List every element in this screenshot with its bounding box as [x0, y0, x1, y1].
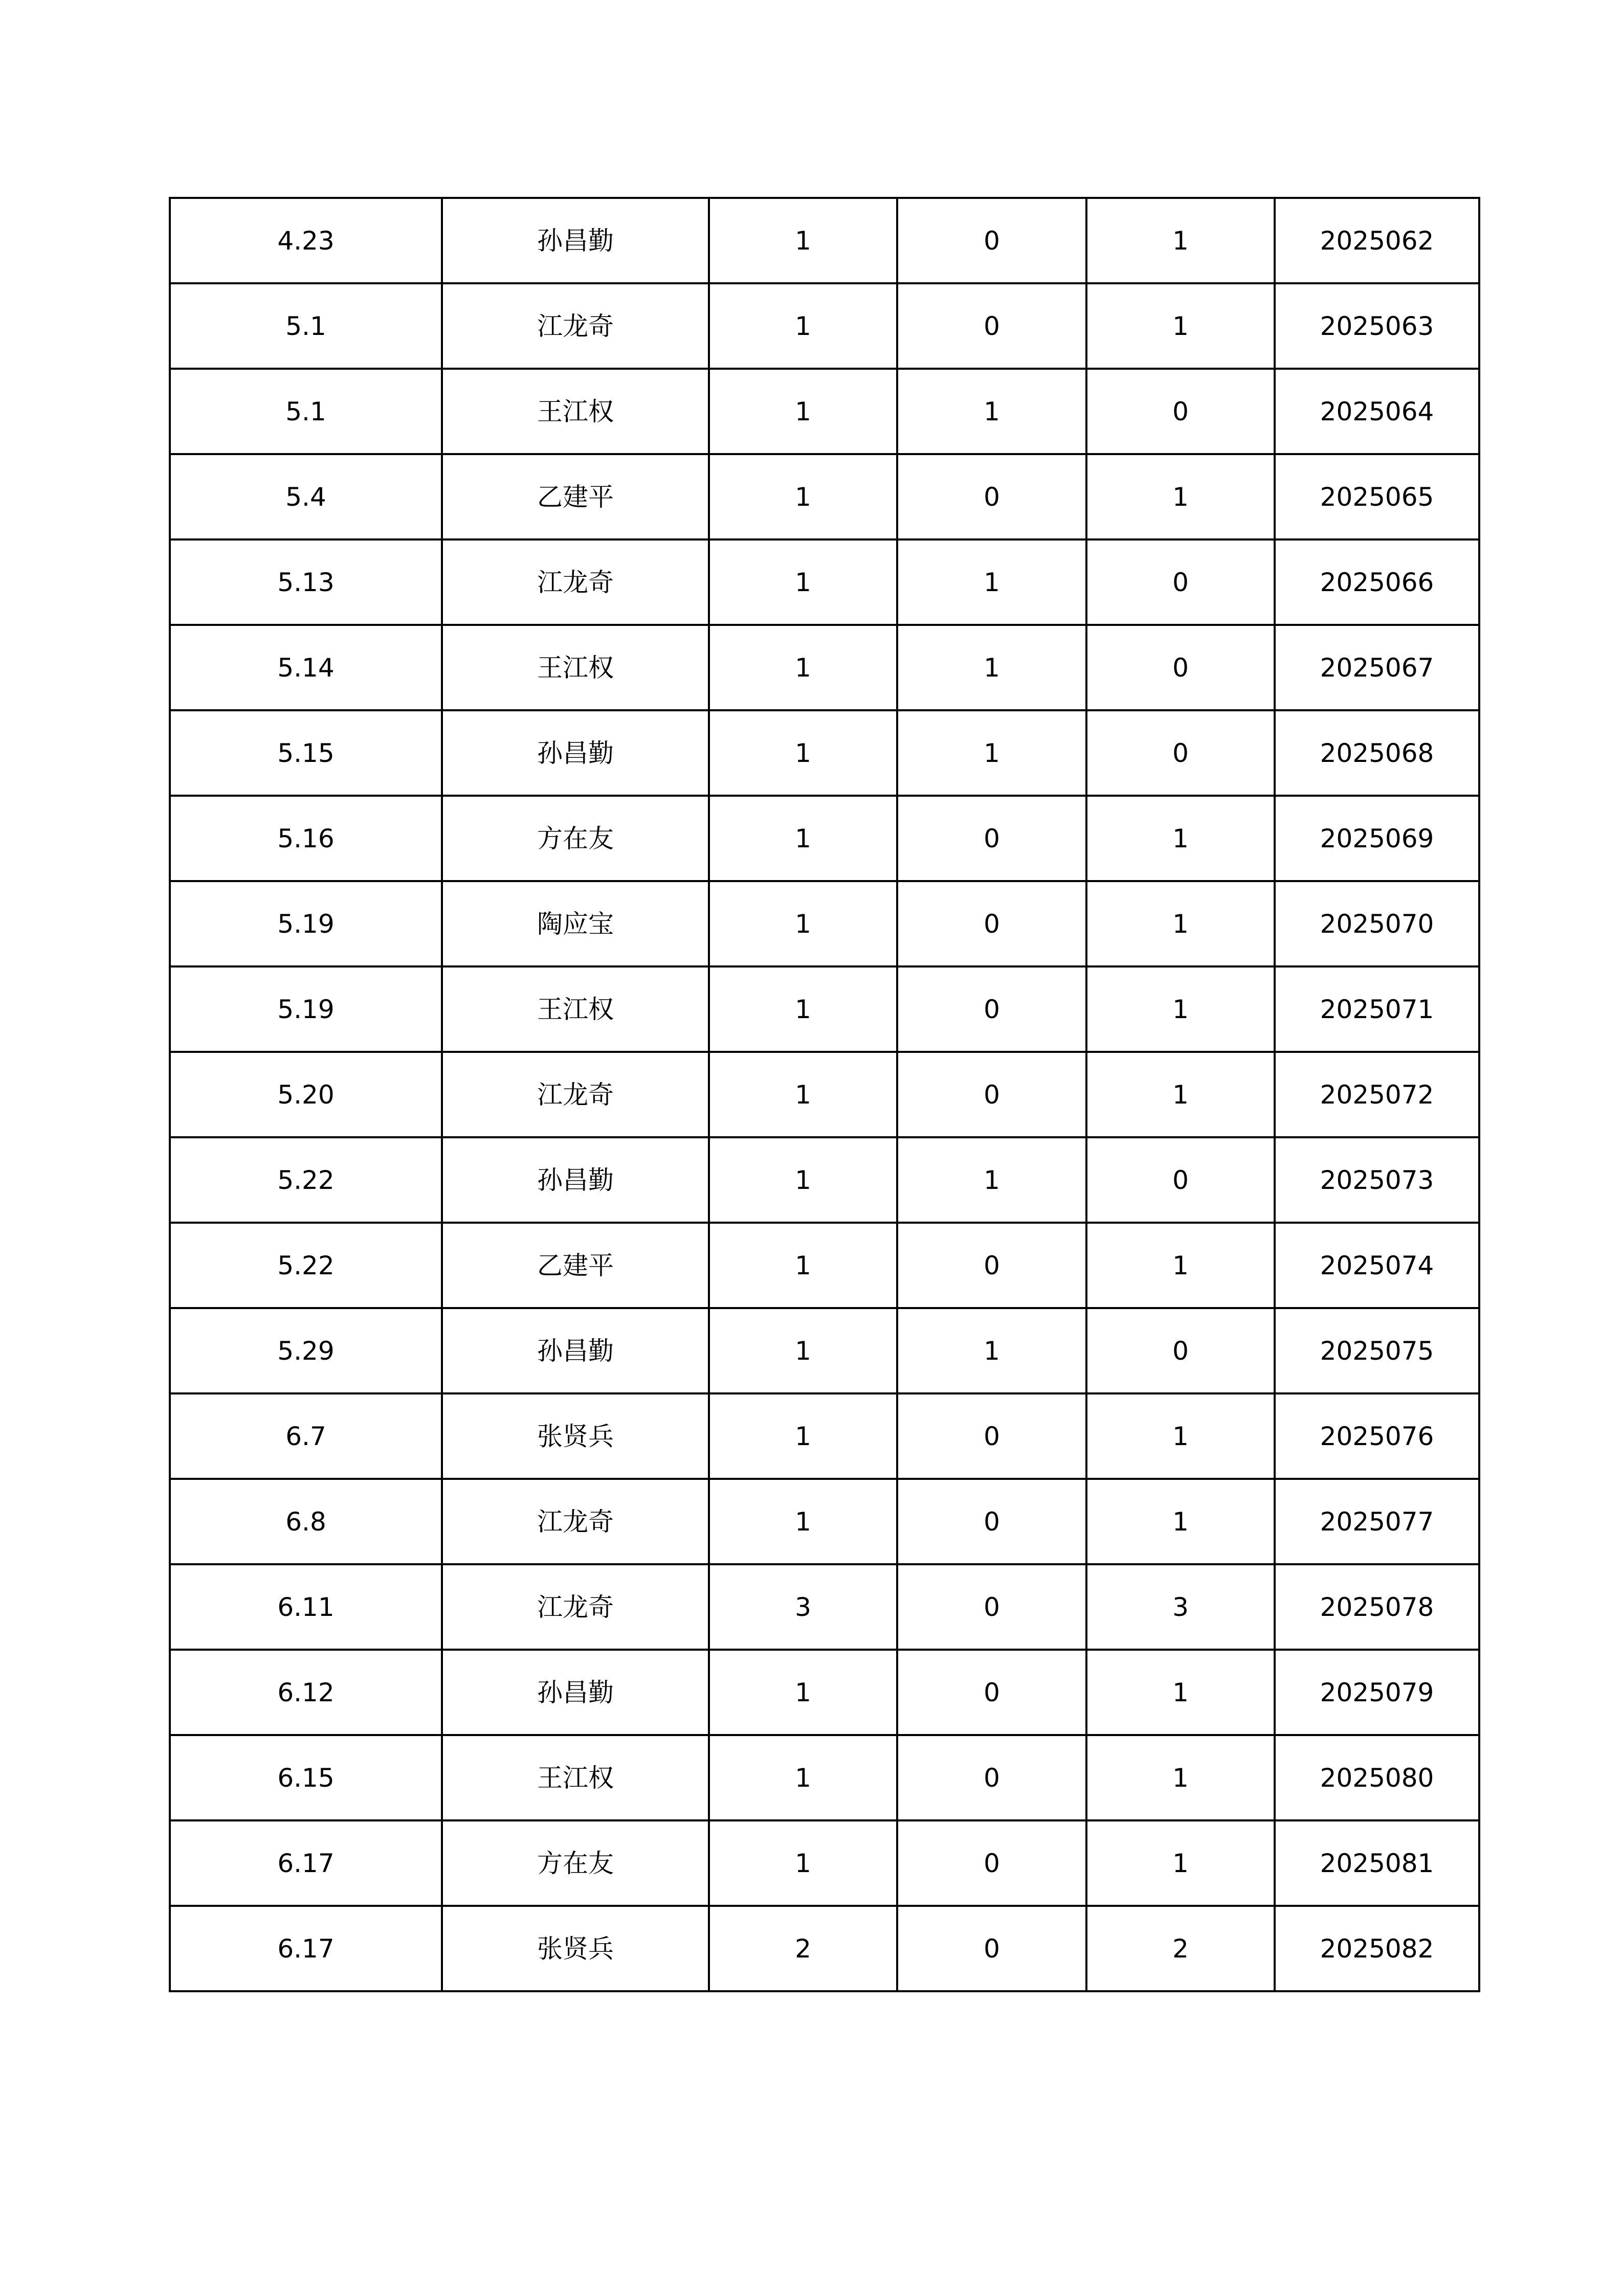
- number-cell: 2025067: [1275, 625, 1479, 710]
- date-cell: 6.15: [170, 1735, 442, 1820]
- count-a-cell: 0: [897, 1735, 1086, 1820]
- date-cell: 5.4: [170, 454, 442, 539]
- number-cell: 2025076: [1275, 1393, 1479, 1479]
- table-row: [170, 1308, 1479, 1393]
- name-cell: 方在友: [442, 1820, 709, 1906]
- number-cell: 2025072: [1275, 1052, 1479, 1137]
- table-row: [170, 454, 1479, 539]
- name-cell: 王江权: [442, 369, 709, 454]
- count-a-cell: 1: [897, 710, 1086, 796]
- table-row: [170, 1137, 1479, 1223]
- total-cell: 1: [709, 1393, 897, 1479]
- number-cell: 2025074: [1275, 1223, 1479, 1308]
- table-row: [170, 796, 1479, 881]
- count-b-cell: 1: [1086, 796, 1275, 881]
- count-a-cell: 0: [897, 1650, 1086, 1735]
- count-a-cell: 0: [897, 283, 1086, 369]
- count-a-cell: 0: [897, 881, 1086, 966]
- count-a-cell: 0: [897, 966, 1086, 1052]
- date-cell: 5.20: [170, 1052, 442, 1137]
- number-cell: 2025073: [1275, 1137, 1479, 1223]
- total-cell: 2: [709, 1906, 897, 1991]
- number-cell: 2025066: [1275, 539, 1479, 625]
- count-b-cell: 1: [1086, 1052, 1275, 1137]
- name-cell: 孙昌勤: [442, 710, 709, 796]
- count-b-cell: 0: [1086, 369, 1275, 454]
- total-cell: 1: [709, 539, 897, 625]
- total-cell: 1: [709, 369, 897, 454]
- number-cell: 2025081: [1275, 1820, 1479, 1906]
- number-cell: 2025069: [1275, 796, 1479, 881]
- number-cell: 2025082: [1275, 1906, 1479, 1991]
- count-a-cell: 1: [897, 625, 1086, 710]
- count-a-cell: 0: [897, 454, 1086, 539]
- count-b-cell: 0: [1086, 1308, 1275, 1393]
- count-b-cell: 3: [1086, 1564, 1275, 1650]
- date-cell: 5.16: [170, 796, 442, 881]
- total-cell: 1: [709, 710, 897, 796]
- number-cell: 2025080: [1275, 1735, 1479, 1820]
- date-cell: 6.11: [170, 1564, 442, 1650]
- total-cell: 1: [709, 966, 897, 1052]
- date-cell: 6.7: [170, 1393, 442, 1479]
- count-a-cell: 0: [897, 1479, 1086, 1564]
- table-row: [170, 369, 1479, 454]
- total-cell: 1: [709, 1650, 897, 1735]
- total-cell: 1: [709, 625, 897, 710]
- number-cell: 2025071: [1275, 966, 1479, 1052]
- total-cell: 1: [709, 454, 897, 539]
- count-a-cell: 0: [897, 1052, 1086, 1137]
- total-cell: 1: [709, 1052, 897, 1137]
- name-cell: 王江权: [442, 966, 709, 1052]
- count-b-cell: 1: [1086, 1223, 1275, 1308]
- date-cell: 5.1: [170, 369, 442, 454]
- date-cell: 5.15: [170, 710, 442, 796]
- table-row: [170, 539, 1479, 625]
- table-row: [170, 625, 1479, 710]
- count-b-cell: 0: [1086, 710, 1275, 796]
- name-cell: 孙昌勤: [442, 1308, 709, 1393]
- records-table-body: [170, 198, 1479, 1991]
- count-b-cell: 1: [1086, 881, 1275, 966]
- total-cell: 1: [709, 198, 897, 283]
- count-a-cell: 0: [897, 1393, 1086, 1479]
- table-row: [170, 1223, 1479, 1308]
- count-b-cell: 1: [1086, 1479, 1275, 1564]
- total-cell: 1: [709, 1223, 897, 1308]
- total-cell: 1: [709, 1820, 897, 1906]
- table-row: [170, 1735, 1479, 1820]
- number-cell: 2025079: [1275, 1650, 1479, 1735]
- name-cell: 张贤兵: [442, 1393, 709, 1479]
- total-cell: 1: [709, 1735, 897, 1820]
- date-cell: 5.1: [170, 283, 442, 369]
- total-cell: 1: [709, 1308, 897, 1393]
- count-a-cell: 1: [897, 1137, 1086, 1223]
- date-cell: 5.22: [170, 1137, 442, 1223]
- count-a-cell: 0: [897, 1223, 1086, 1308]
- date-cell: 5.14: [170, 625, 442, 710]
- name-cell: 江龙奇: [442, 1564, 709, 1650]
- number-cell: 2025075: [1275, 1308, 1479, 1393]
- total-cell: 1: [709, 283, 897, 369]
- table-row: [170, 1393, 1479, 1479]
- name-cell: 江龙奇: [442, 283, 709, 369]
- name-cell: 江龙奇: [442, 1479, 709, 1564]
- table-row: [170, 881, 1479, 966]
- number-cell: 2025070: [1275, 881, 1479, 966]
- name-cell: 陶应宝: [442, 881, 709, 966]
- total-cell: 1: [709, 1479, 897, 1564]
- table-row: [170, 198, 1479, 283]
- count-b-cell: 1: [1086, 1820, 1275, 1906]
- name-cell: 江龙奇: [442, 1052, 709, 1137]
- date-cell: 6.12: [170, 1650, 442, 1735]
- table-row: [170, 1052, 1479, 1137]
- count-b-cell: 0: [1086, 1137, 1275, 1223]
- date-cell: 6.8: [170, 1479, 442, 1564]
- name-cell: 孙昌勤: [442, 1137, 709, 1223]
- total-cell: 3: [709, 1564, 897, 1650]
- number-cell: 2025062: [1275, 198, 1479, 283]
- total-cell: 1: [709, 881, 897, 966]
- count-b-cell: 1: [1086, 1393, 1275, 1479]
- number-cell: 2025068: [1275, 710, 1479, 796]
- count-a-cell: 0: [897, 796, 1086, 881]
- count-b-cell: 1: [1086, 966, 1275, 1052]
- name-cell: 江龙奇: [442, 539, 709, 625]
- records-table: [169, 197, 1480, 1992]
- count-b-cell: 0: [1086, 625, 1275, 710]
- number-cell: 2025078: [1275, 1564, 1479, 1650]
- table-row: [170, 1906, 1479, 1991]
- count-b-cell: 1: [1086, 1735, 1275, 1820]
- number-cell: 2025064: [1275, 369, 1479, 454]
- date-cell: 5.13: [170, 539, 442, 625]
- number-cell: 2025063: [1275, 283, 1479, 369]
- date-cell: 6.17: [170, 1906, 442, 1991]
- count-b-cell: 0: [1086, 539, 1275, 625]
- table-row: [170, 1564, 1479, 1650]
- count-a-cell: 1: [897, 1308, 1086, 1393]
- name-cell: 方在友: [442, 796, 709, 881]
- number-cell: 2025077: [1275, 1479, 1479, 1564]
- date-cell: 5.29: [170, 1308, 442, 1393]
- total-cell: 1: [709, 796, 897, 881]
- table-row: [170, 1479, 1479, 1564]
- count-a-cell: 1: [897, 369, 1086, 454]
- name-cell: 乙建平: [442, 1223, 709, 1308]
- table-row: [170, 710, 1479, 796]
- name-cell: 王江权: [442, 625, 709, 710]
- date-cell: 5.19: [170, 881, 442, 966]
- name-cell: 孙昌勤: [442, 198, 709, 283]
- count-a-cell: 1: [897, 539, 1086, 625]
- date-cell: 6.17: [170, 1820, 442, 1906]
- table-row: [170, 283, 1479, 369]
- date-cell: 4.23: [170, 198, 442, 283]
- count-a-cell: 0: [897, 198, 1086, 283]
- count-b-cell: 1: [1086, 283, 1275, 369]
- table-row: [170, 1650, 1479, 1735]
- total-cell: 1: [709, 1137, 897, 1223]
- count-b-cell: 1: [1086, 198, 1275, 283]
- name-cell: 孙昌勤: [442, 1650, 709, 1735]
- count-b-cell: 1: [1086, 454, 1275, 539]
- count-b-cell: 1: [1086, 1650, 1275, 1735]
- name-cell: 张贤兵: [442, 1906, 709, 1991]
- name-cell: 乙建平: [442, 454, 709, 539]
- date-cell: 5.19: [170, 966, 442, 1052]
- table-row: [170, 1820, 1479, 1906]
- number-cell: 2025065: [1275, 454, 1479, 539]
- table-row: [170, 966, 1479, 1052]
- date-cell: 5.22: [170, 1223, 442, 1308]
- count-a-cell: 0: [897, 1906, 1086, 1991]
- name-cell: 王江权: [442, 1735, 709, 1820]
- count-b-cell: 2: [1086, 1906, 1275, 1991]
- count-a-cell: 0: [897, 1820, 1086, 1906]
- count-a-cell: 0: [897, 1564, 1086, 1650]
